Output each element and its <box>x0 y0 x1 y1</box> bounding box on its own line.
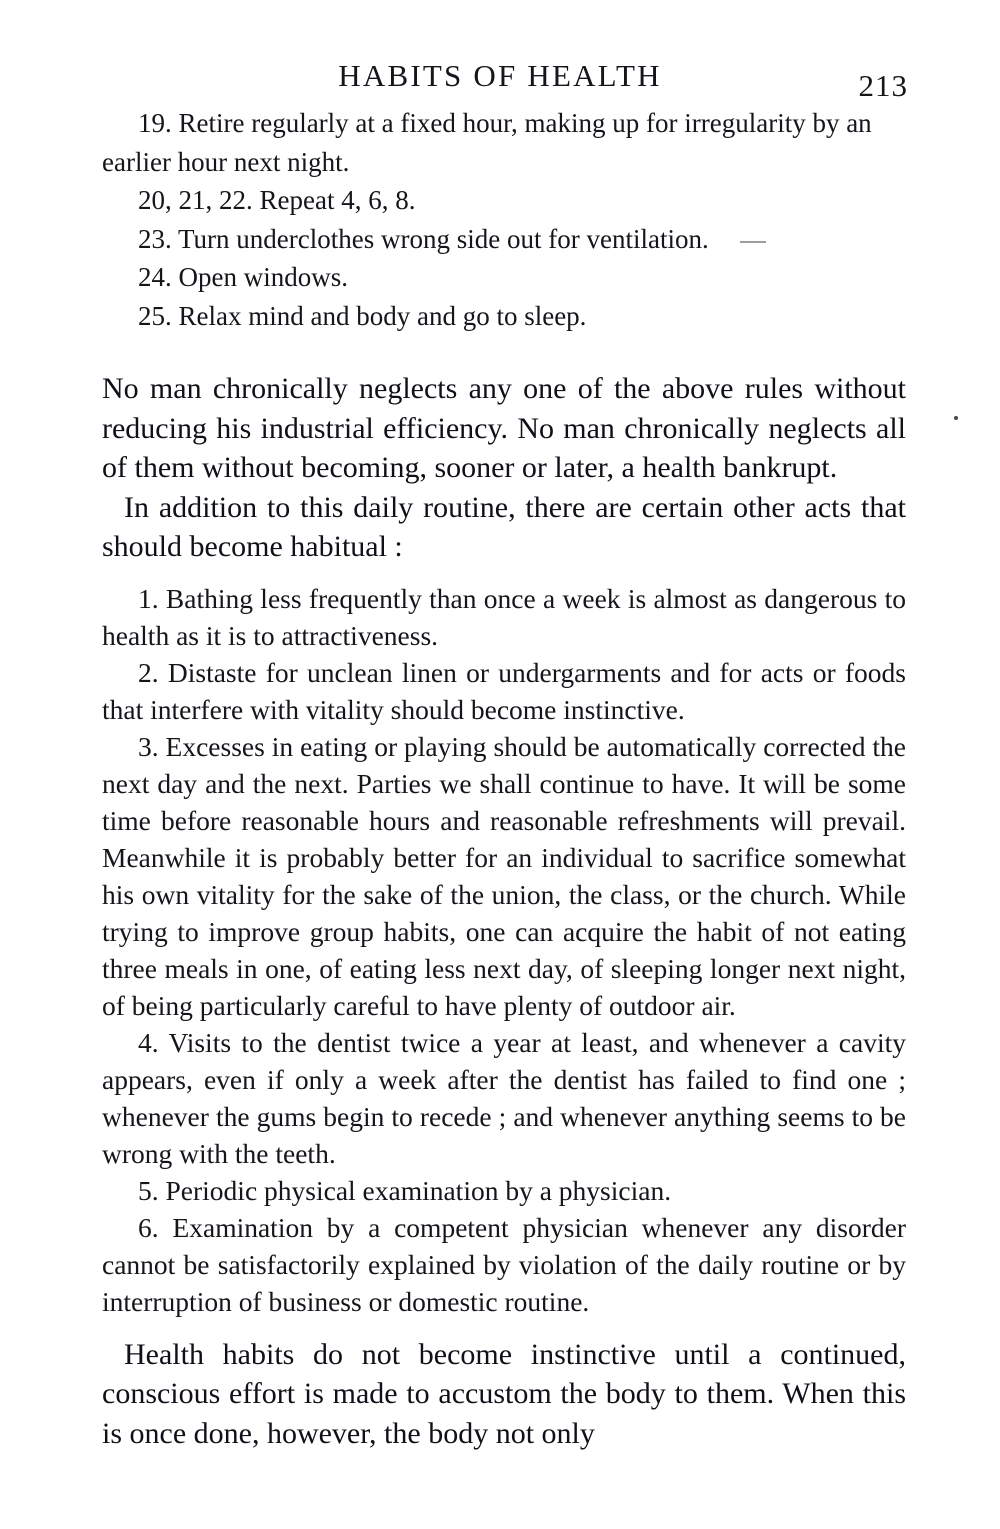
page-header <box>0 58 1000 104</box>
list-item: 1. Bathing less frequently than once a week is almost as dangerous to health as it is to attractiveness. <box>102 582 906 651</box>
list-item: 5. Periodic physical examination by a physician. <box>138 1174 672 1206</box>
page-speck <box>954 416 958 420</box>
list-item: 2. Distaste for unclean linen or undergarments and for acts or foods that interfere with vitality should become instinctive. <box>102 656 906 725</box>
list-item: 3. Excesses in eating or playing should be automatically corrected the next day and the next. Parties we shall continue to have. It will be some time before reasonable hours and reasonable refreshments will prevail. Meanwhile it is probably better for an individual to sacrifice somewhat his own vitality for the sake of the union, the class, or the church. While trying to improve group habits, one can acquire the habit of not eating three meals in one, of eating less next day, of sleeping longer next night, of being particularly careful to have plenty of outdoor air. <box>102 730 906 1021</box>
list-item: 6. Examination by a competent physician whenever any disorder cannot be satisfactorily explained by violation of the daily routine or by interruption of business or domestic routine. <box>102 1211 906 1317</box>
page-mark <box>740 241 766 243</box>
list-item: 19. Retire regularly at a fixed hour, making up for irregularity by an earlier hour next night. <box>102 108 872 177</box>
text-column <box>66 104 934 1453</box>
list-item: 23. Turn underclothes wrong side out for ventilation. <box>138 223 709 254</box>
list-item: 20, 21, 22. Repeat 4, 6, 8. <box>138 185 416 215</box>
list-item: 4. Visits to the dentist twice a year at least, and whenever a cavity appears, even if only a week after the dentist has failed to find one ; whenever the gums begin to recede ; and whenever anything seems to be wrong with the teeth. <box>102 1026 906 1169</box>
list-item: 25. Relax mind and body and go to sleep. <box>138 300 587 331</box>
running-title: HABITS OF HEALTH <box>338 58 662 93</box>
paragraph-2: In addition to this daily routine, there are certain other acts that should become habitual : <box>102 490 906 563</box>
paragraph-1: No man chronically neglects any one of the above rules without reducing his industrial efficiency. No man chronically neglects all of them without becoming, sooner or later, a health bankrupt. <box>102 372 906 484</box>
paragraph-final: Health habits do not become instinctive until a continued, conscious effort is made to accustom the body to them. When this is once done, however, the body not only <box>102 1337 906 1450</box>
numbered-list-bottom <box>102 580 906 1320</box>
page-number: 213 <box>858 68 908 103</box>
list-item: 24. Open windows. <box>138 262 348 292</box>
numbered-list-top <box>102 104 906 335</box>
